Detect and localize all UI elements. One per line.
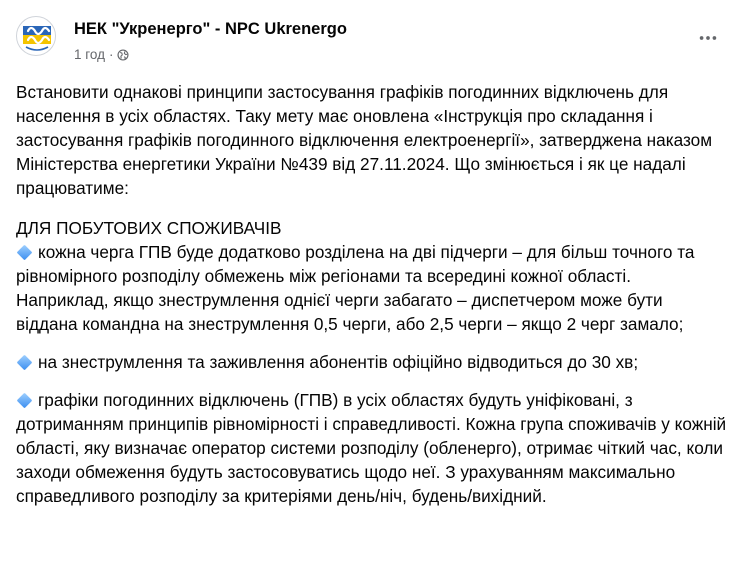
post-header [16,14,724,66]
bullet-text: кожна черга ГПВ буде додатково розділена на дві підчерги – для більш точного та рівномірного розподілу обмежень між регіонами та всередині кожної області. Наприклад, якщо знеструмлення однієї черги забагато – диспетчером може бути віддана командна на знеструмлення 0,5 черги, або 2,5 черги – якщо 2 черг замало; [16,242,695,334]
post-timestamp[interactable]: 1 год [74,47,105,62]
post-intro-paragraph: Встановити однакові принципи застосування графіків погодинних відключень для населення в усіх областях. Таку мету має оновлена «Інструкція про складання і застосування графіків погодинного відключення електроенергії», затверджена наказом Міністерства енергетики України №439 від 27.11.2024. Що змінюється і як це надалі працюватиме: [16,82,713,198]
small-blue-diamond-icon [17,355,33,371]
post-text [16,80,728,508]
more-options-button[interactable] [696,26,720,50]
more-horizontal-icon [697,27,719,49]
page-name-link[interactable]: НЕК "Укренерго" - NPC Ukrenergo [74,20,347,38]
section-title: ДЛЯ ПОБУТОВИХ СПОЖИВАЧІВ [16,218,282,238]
bullet-paragraph [16,388,728,508]
meta-separator: · [108,47,114,62]
post-meta [74,47,129,62]
bullet-paragraph [16,350,728,374]
page-avatar[interactable] [16,16,56,56]
ukrenergo-logo-icon [17,17,56,56]
globe-icon[interactable] [117,49,129,61]
small-blue-diamond-icon [17,245,33,261]
bullet-text: графіки погодинних відключень (ГПВ) в усіх областях будуть уніфіковані, з дотриманням принципів рівномірності і справедливості. Кожна група споживачів у кожній області, яку визначає оператор системи розподілу (обленерго), отримає чіткий час, коли заходи обмеження будуть застосовуватись щодо неї. З урахуванням максимально справедливого розподілу за критеріями день/ніч, будень/вихідний. [16,390,727,506]
bullet-paragraph [16,240,728,336]
small-blue-diamond-icon [17,393,33,409]
bullet-text: на знеструмлення та заживлення абонентів офіційно відводиться до 30 хв; [38,352,639,372]
